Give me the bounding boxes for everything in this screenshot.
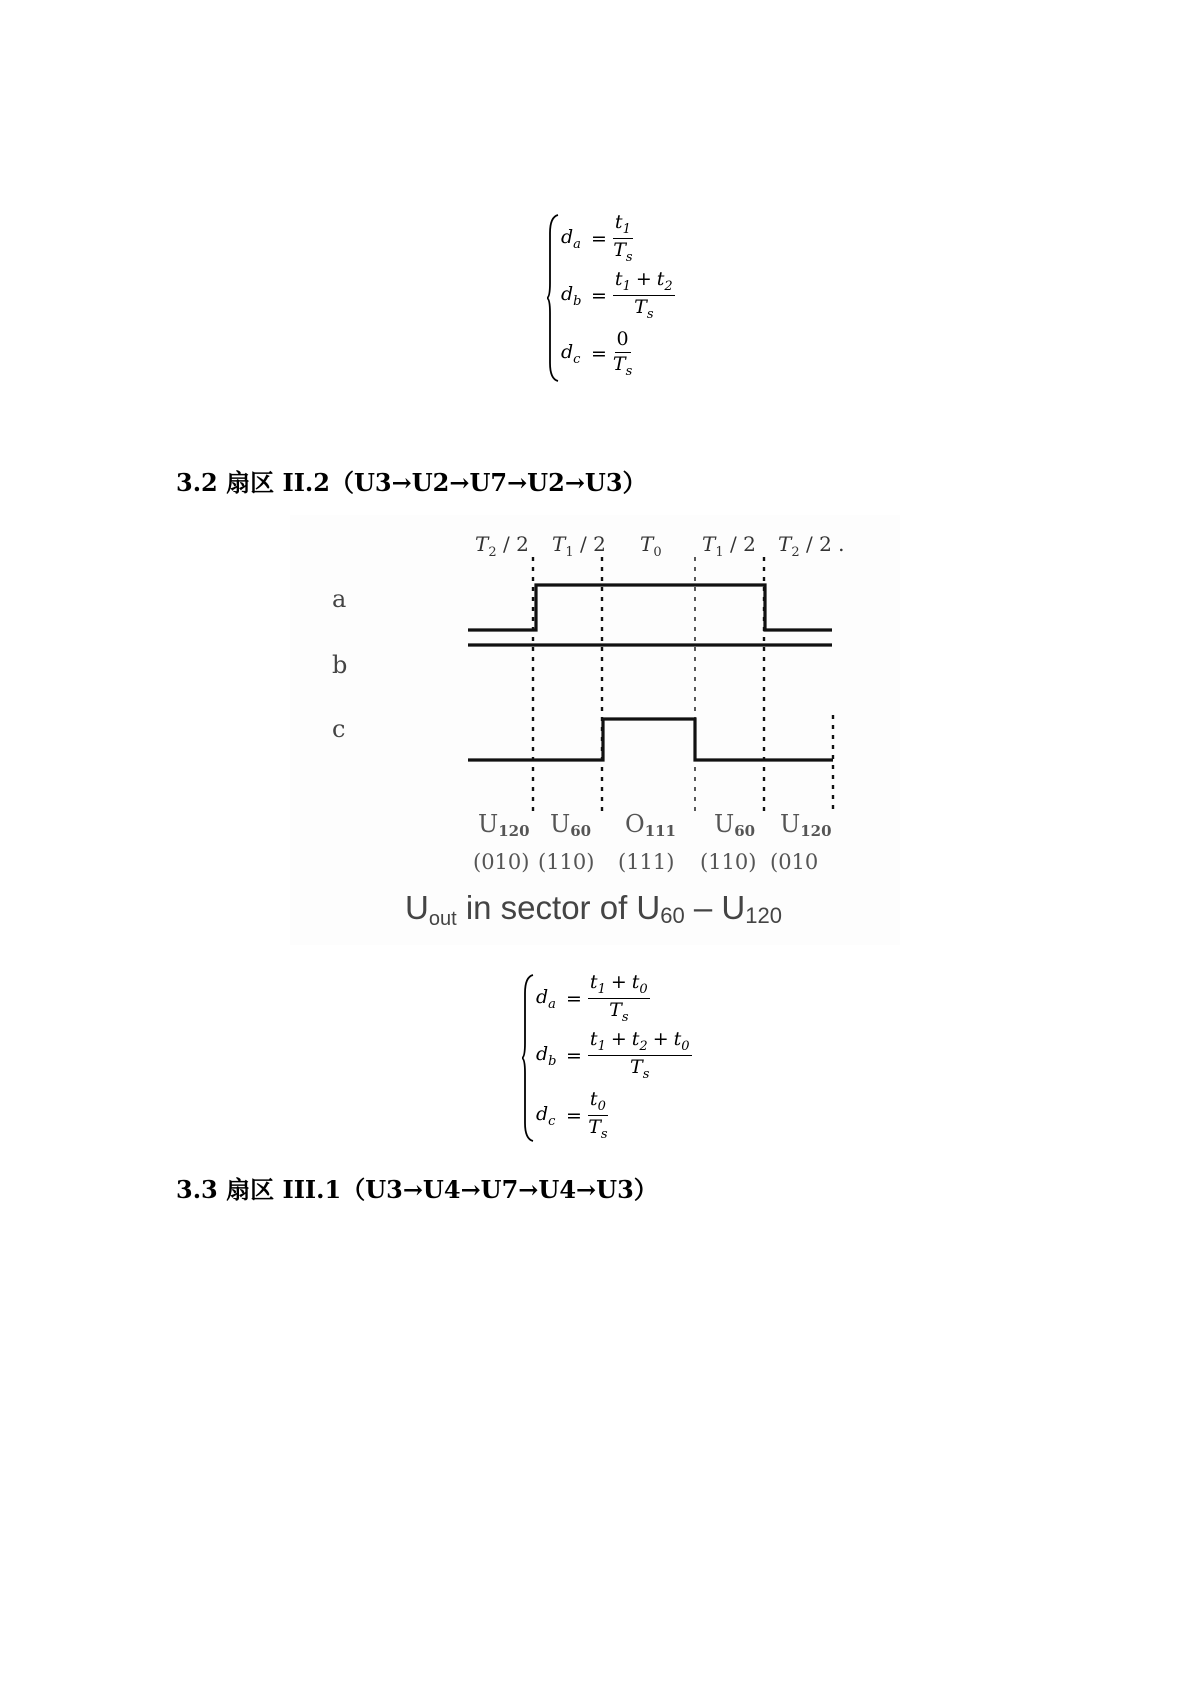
numerator: $t_1 + t_0$: [588, 973, 650, 999]
equation-row-da: [561, 213, 633, 265]
signal-label-c: c: [332, 715, 346, 743]
denominator: $T_s$: [609, 999, 629, 1026]
denominator: $T_s$: [612, 352, 633, 379]
denominator: $T_s$: [613, 239, 633, 266]
equation-row-da: [536, 973, 650, 1025]
fraction-dc: [613, 330, 632, 378]
numerator: $t_1 + t_2 + t_0$: [588, 1030, 692, 1056]
interval-label-3: $T_0$: [640, 532, 662, 560]
fraction-db: [588, 1030, 692, 1082]
equals-sign: =: [591, 343, 607, 366]
numerator: $t_1$: [613, 213, 633, 239]
lhs-da: $d_a$: [561, 226, 581, 252]
interval-label-2: $T_1 / 2$: [552, 532, 606, 560]
equals-sign: =: [566, 1044, 582, 1067]
vector-code-4: (110): [700, 850, 757, 874]
equals-sign: =: [591, 284, 607, 307]
numerator: $t_1 + t_2$: [613, 270, 675, 296]
interval-label-1: $T_2 / 2$: [475, 532, 529, 560]
vector-label-5: U120: [780, 810, 832, 840]
left-brace: [547, 213, 559, 383]
lhs-db: $d_b$: [561, 283, 582, 309]
vector-code-3: (111): [618, 850, 675, 874]
fraction-db: [613, 270, 675, 322]
numerator: $t_0$: [588, 1090, 608, 1116]
denominator: $T_s$: [630, 1056, 650, 1083]
equals-sign: =: [566, 987, 582, 1010]
denominator: $T_s$: [588, 1116, 608, 1143]
vector-code-2: (110): [538, 850, 595, 874]
vector-code-1: (010): [473, 850, 530, 874]
signal-label-a: a: [332, 585, 347, 613]
fraction-dc: [588, 1090, 608, 1142]
vector-label-3: O111: [625, 810, 676, 840]
left-brace: [522, 973, 534, 1143]
section-heading-3-2: 3.2 扇区 II.2（U3→U2→U7→U2→U3）: [176, 468, 647, 497]
interval-label-5: $T_2 / 2$ .: [778, 532, 845, 560]
fraction-da: [613, 213, 633, 265]
equals-sign: =: [591, 227, 607, 250]
lhs-dc: $d_c$: [561, 341, 581, 368]
section-heading-3-3: 3.3 扇区 III.1（U3→U4→U7→U4→U3）: [176, 1175, 658, 1204]
vector-label-4: U60: [714, 810, 756, 840]
lhs-da: $d_a$: [536, 986, 556, 1012]
fraction-da: [588, 973, 650, 1025]
lhs-dc: $d_c$: [536, 1103, 556, 1129]
vector-label-2: U60: [550, 810, 592, 840]
equation-row-db: [561, 270, 675, 322]
timing-diagram: [290, 515, 900, 945]
equation-row-db: [536, 1030, 692, 1082]
lhs-db: $d_b$: [536, 1043, 557, 1069]
equals-sign: =: [566, 1104, 582, 1127]
equation-row-dc: [561, 330, 632, 378]
interval-label-4: $T_1 / 2$: [702, 532, 756, 560]
denominator: $T_s$: [634, 296, 654, 323]
signal-label-b: b: [332, 651, 348, 679]
vector-label-1: U120: [478, 810, 530, 840]
equation-row-dc: [536, 1090, 608, 1142]
numerator: 0: [615, 330, 631, 353]
figure-caption: Uout in sector of U60 – U120: [405, 889, 782, 930]
timing-diagram-svg: [290, 515, 900, 945]
vector-code-5: (010: [770, 850, 819, 874]
